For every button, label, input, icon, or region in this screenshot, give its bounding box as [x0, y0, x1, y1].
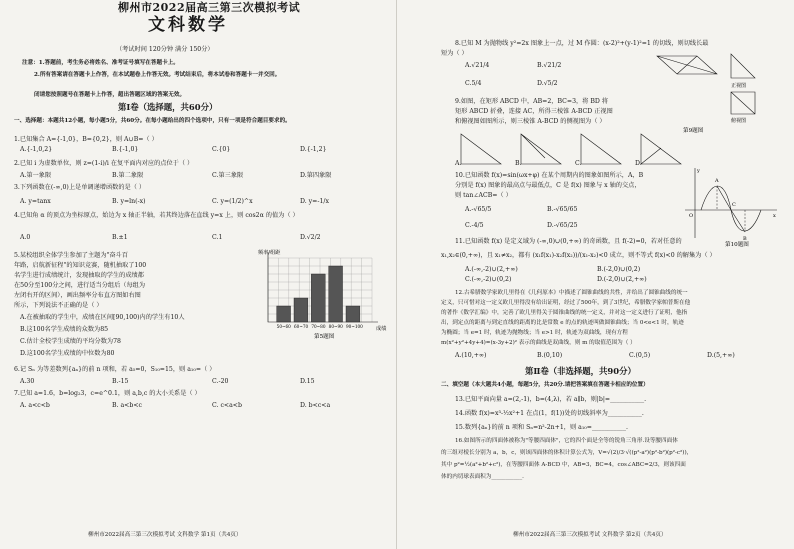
q6-option-c: C.-20	[212, 378, 229, 385]
q6-option-b: B.-15	[112, 378, 129, 385]
q3-option-a: A. y=tanx	[20, 198, 51, 205]
q10-option-c: C.-4/5	[465, 222, 484, 229]
part1-intro: 一、选择题：本题共12小题，每小题5分，共60分。在每小题给出的四个选项中，只有一项是符合题目要求的。	[14, 118, 291, 124]
q12-line-3: 的著作《数学汇编》中，完善了欧几里得关于圆锥曲线的统一定义，并对这一定义进行了证明，他指	[441, 310, 688, 316]
q9-front-view-shape	[731, 54, 755, 78]
hist-bar	[329, 266, 343, 322]
part1-heading: 第Ⅰ卷（选择题，共60分）	[118, 102, 218, 112]
q2-stem: 2.已知 i 为虚数单位，则 z=(1-i)/i 在复平面内对应的点位于（ ）	[14, 160, 194, 167]
q5-line-3: 名学生进行成绩统计，发现抽取的学生的成绩都	[14, 272, 144, 279]
q1-option-a: A.{-1,0,2}	[20, 146, 53, 153]
hist-tick-label: 60~70	[294, 324, 309, 329]
q7-stem: 7.已知 a=1.6，b=log₂3，c=e^0.1，则 a,b,c 的大小关系是（ ）	[14, 390, 201, 397]
q5-line-1: 5.某校组织全体学生参加了主题为"奋斗百	[14, 252, 128, 259]
q5-histogram	[252, 246, 392, 338]
q8-option-a: A.√21/4	[465, 62, 490, 69]
hist-xlabel: 成绩	[376, 326, 387, 332]
q1-option-d: D.{-1,2}	[300, 146, 327, 153]
q12-option-b: B.(0,10)	[537, 352, 563, 359]
q2-option-a: A.第一象限	[20, 172, 52, 179]
q10-sine-curve	[701, 186, 761, 231]
q5-line-5: 左闭右开的区间），画出频率分布直方图如右图	[14, 292, 141, 299]
q8-option-c: C.5/4	[465, 80, 482, 87]
hist-bar	[294, 298, 308, 322]
hist-tick-label: 50~60	[276, 324, 291, 329]
q11-line-1: 11.已知函数 f(x) 是定义域为 (-∞,0)∪(0,+∞) 的奇函数，且 f(-2)=0，若对任意的	[455, 238, 682, 245]
q3-option-b: B. y=ln(-x)	[112, 198, 146, 205]
q5-line-4: 在50分至100分之间，进行适当分组后（每组为	[14, 282, 146, 289]
q10-option-a: A.-√65/5	[465, 206, 492, 213]
q5-option-c: C.估计全校学生成绩的平均分数为78	[20, 338, 121, 345]
q16-line-2: 的三组对棱长分别为 a，b，c，则该四面体的体积计算公式为，V=√(2)/3·√((p²-a²)(p²-b²)(p²-c²))，	[441, 450, 693, 456]
hist-bar	[311, 274, 325, 322]
q9-label-front: 正视图	[731, 83, 747, 89]
q5-line-2: 年路，启航新征程"的知识竞赛，随机抽取了100	[14, 262, 147, 269]
q4-option-d: D.√2/2	[300, 234, 321, 241]
q14-text: 14.函数 f(x)=x³-½x²+1 在点(1，f(1))处的切线斜率为___________.	[455, 410, 644, 417]
q16-line-4: 体的内切球表面积为___________.	[441, 474, 524, 480]
q5-option-d: D.这100名学生成绩的中位数为80	[20, 350, 115, 357]
q3-option-c: C. y=(1/2)^x	[212, 198, 253, 205]
q9-line-2: 矩形 ABCD 折叠，连接 AC，所得三棱锥 A-BCD 正视图	[455, 108, 613, 115]
exam-title: 柳州市2022届高三第三次模拟考试	[118, 1, 301, 14]
q5-option-a: A.在被抽取的学生中，成绩在区间[90,100)内的学生有10人	[20, 314, 185, 321]
q10-caption: 第10题图	[725, 242, 749, 248]
q10-label-y: y	[697, 168, 700, 174]
q9-line-3: 和俯视图如图所示，则三棱锥 A-BCD 的侧视图为（ ）	[455, 118, 606, 125]
q12-line-1: 12.古希腊数学家欧几里得在《几何原本》中描述了圆锥曲线的共性，并给出了圆锥曲线的统一	[455, 290, 688, 296]
q9-option-d: D.	[635, 160, 642, 167]
q9-rectangle-fold	[657, 56, 717, 74]
q12-line-6: m(x²+y²+4y+4)=(x-3y+2)² 表示的曲线是双曲线，则 m 的取值范围为（ ）	[441, 340, 636, 346]
q3-option-d: D. y=-1/x	[300, 198, 329, 205]
q3-stem: 3.下列函数在(-∞,0)上是单调递增函数的是（ ）	[14, 184, 146, 191]
q4-option-a: A.0	[20, 234, 31, 241]
hist-tick-label: 90~100	[346, 324, 363, 329]
q13-text: 13.已知平面向量 a=(2,-1)，b=(4,λ)，若 a∥b，则|b|=___________.	[455, 396, 647, 403]
q12-line-4: 出，到定点的距离与到定直线的距离的比是常数 e 的点的轨迹叫做圆锥曲线；当 0<e<1 时，轨迹	[441, 320, 684, 326]
q2-option-d: D.第四象限	[300, 172, 332, 179]
hist-bar	[277, 306, 291, 322]
q16-line-3: 其中 p²=½(a²+b²+c²)，在等腰四面体 A-BCD 中，AB=3，BC=4，cos∠ABC=2/3，则该四面	[441, 462, 686, 468]
q9-label-top: 俯视图	[731, 118, 747, 124]
hist-tick-label: 70~80	[311, 324, 326, 329]
q9-shape-a	[461, 134, 501, 164]
q9-shape-c	[581, 134, 621, 164]
q1-option-c: C.{0}	[212, 146, 231, 153]
note-3: 闭请您按照题号在答题卡上作答，超出答题区域的答案无效。	[34, 92, 186, 98]
q16-line-1: 16.如图所示的四面体被称为"等腰四面体"，它的四个面是全等的锐角三角形.设等腰四面体	[455, 438, 678, 444]
q6-option-d: D.15	[300, 378, 315, 385]
q7-option-b: B. a<b<c	[112, 402, 142, 409]
q9-option-a: A.	[455, 160, 462, 167]
q9-shape-d	[641, 134, 681, 164]
q2-option-b: B.第二象限	[112, 172, 144, 179]
q5-option-b: B.这100名学生成绩的众数为85	[20, 326, 109, 333]
q8-line-1: 8.已知 M 为抛物线 y²=2x 图象上一点，过 M 作圆：(x-2)²+(y-1)²=1 的切线，则切线长最	[455, 40, 709, 47]
hist-tick-label: 80~90	[328, 324, 343, 329]
q11-option-d: D.(-2,0)∪(2,+∞)	[597, 276, 647, 283]
q10-label-o: O	[689, 213, 694, 219]
q7-option-d: D. b<c<a	[300, 402, 331, 409]
q6-stem: 6.记 Sₙ 为等差数列{aₙ}的前 n 项和，若 a₅=0，S₁₀=15，则 a₁₀=（ ）	[14, 366, 216, 373]
hist-bar	[346, 306, 360, 322]
q10-line-3: 则 tan∠ACB=（ ）	[455, 192, 512, 199]
q7-option-c: C. c<a<b	[212, 402, 242, 409]
q1-option-b: B.{-1,0}	[112, 146, 139, 153]
q12-line-5: 为椭圆；当 e=1 时，轨迹为抛物线；当 e>1 时，轨迹为双曲线，现有方程	[441, 330, 628, 336]
q8-option-b: B.√21/2	[537, 62, 562, 69]
part2-heading: 第Ⅱ卷（非选择题，共90分）	[525, 366, 636, 376]
footer-page-1: 柳州市2022届高三第三次模拟考试 文科数学 第1页（共4页）	[88, 532, 242, 538]
hist-caption: 第5题图	[314, 334, 335, 340]
q11-option-c: C.(-∞,-2)∪(0,2)	[465, 276, 512, 283]
q10-line-1: 10.已知函数 f(x)=sin(ωx+φ) 在某个周期内的图象如图所示，A，B	[455, 172, 644, 179]
q9-line-1: 9.如图，在矩形 ABCD 中，AB=2，BC=3，将 BD 将	[455, 98, 609, 105]
subject-title: 文科数学	[148, 15, 228, 35]
q10-line-2: 分别是 f(x) 图象的最高点与最低点，C 是 f(x) 图象与 x 轴的交点，	[455, 182, 641, 189]
q5-line-6: 所示，下列说法不正确的是（ ）	[14, 302, 103, 309]
q10-label-a: A	[715, 178, 719, 184]
q12-line-2: 定义，只可惜对这一定义欧几里得没有给出证明，经过了500年，到了3世纪，希腊数学家帕普斯在他	[441, 300, 691, 306]
q7-option-a: A. a<c<b	[20, 402, 50, 409]
note-2: 2.所有答案请在答题卡上作答，在本试题卷上作答无效。考试结束后，将本试卷和答题卡一并交回。	[34, 72, 281, 78]
q11-option-a: A.(-∞,-2)∪(2,+∞)	[465, 266, 518, 273]
q1-stem: 1.已知集合 A={-1,0}，B={0,2}，则 A∪B=（ ）	[14, 136, 158, 143]
q4-stem: 4.已知角 α 的顶点为坐标原点，始边为 x 轴正半轴，若其终边落在直线 y=x 上，则 cos2α 的值为（ ）	[14, 212, 299, 219]
q8-option-d: D.√5/2	[537, 80, 558, 87]
q9-figure	[647, 48, 767, 136]
exam-page-2	[397, 0, 794, 549]
q10-label-x: x	[773, 213, 776, 219]
part2-intro: 二、填空题（本大题共4小题，每题5分，共20分.请把答案填在答题卡相应的位置）	[441, 382, 649, 388]
q8-line-2: 短为（ ）	[441, 50, 468, 57]
note-1: 注意：1.答题前，考生务必将姓名、准考证号填写在答题卡上。	[22, 60, 179, 66]
q12-option-c: C.(0,5)	[629, 352, 651, 359]
q9-option-b: B.	[515, 160, 522, 167]
q6-option-a: A.30	[20, 378, 35, 385]
q4-option-c: C.1	[212, 234, 223, 241]
q10-sine-graph	[681, 164, 781, 248]
q9-shape-b	[521, 134, 561, 164]
q11-line-2: x₁,x₂∈(0,+∞)，且 x₁≠x₂，都有 (x₁f(x₁)-x₂f(x₂))/(x₁-x₂)<0 成立，则不等式 f(x)<0 的解集为（ ）	[441, 252, 716, 259]
q2-option-c: C.第三象限	[212, 172, 244, 179]
q4-option-b: B.±1	[112, 234, 128, 241]
q9-top-view-shape	[731, 92, 755, 114]
q10-option-b: B.-√65/65	[547, 206, 578, 213]
exam-info: （考试时间 120分钟 满分 150分）	[116, 46, 214, 53]
q10-option-d: D.-√65/25	[547, 222, 578, 229]
footer-page-2: 柳州市2022届高三第三次模拟考试 文科数学 第2页（共4页）	[513, 532, 667, 538]
hist-ylabel: 频率/组距	[258, 250, 281, 256]
q9-option-c: C.	[575, 160, 582, 167]
q15-text: 15.数列{aₙ}的前 n 项和 Sₙ=n²-2n+1，则 a₁₀=___________.	[455, 424, 628, 431]
q9-caption: 第9题图	[683, 128, 704, 134]
q10-label-b: B	[743, 236, 747, 242]
q10-label-c: C	[732, 202, 736, 208]
q11-option-b: B.(-2,0)∪(0,2)	[597, 266, 641, 273]
q12-option-d: D.(5,+∞)	[707, 352, 735, 359]
q12-option-a: A.(10,+∞)	[455, 352, 487, 359]
